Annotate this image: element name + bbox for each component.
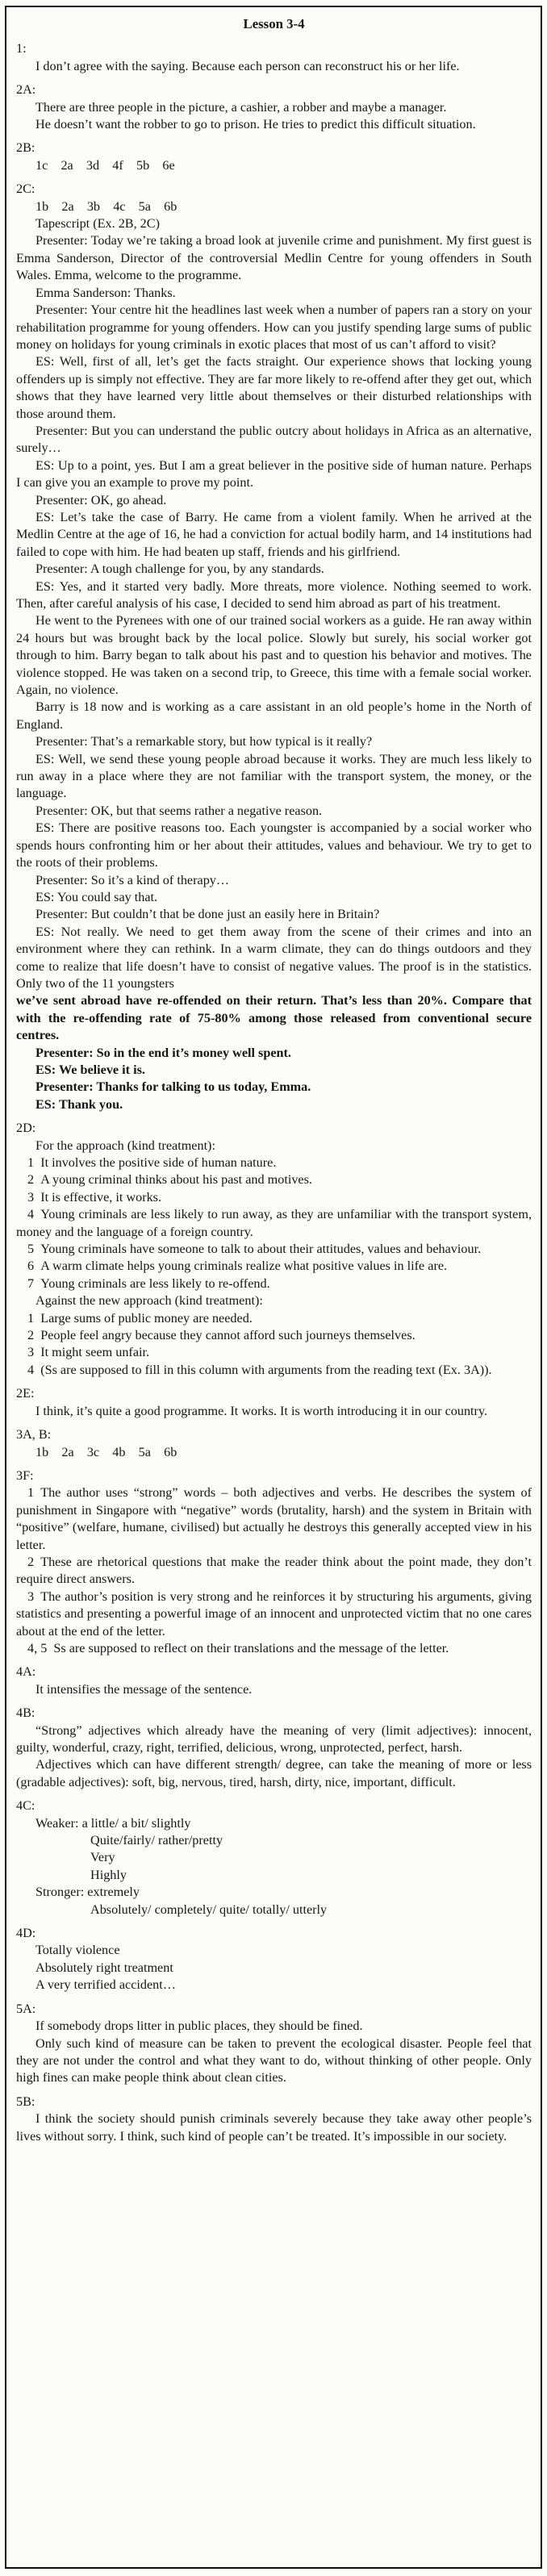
answer-key-row: 1b 2a 3c 4b 5a 6b [35,1444,177,1459]
list-item: 3 It might seem unfair. [27,1345,150,1360]
section-label: 5A: [16,2001,36,2016]
list-item: 2 A young criminal thinks about his past and motives. [27,1172,312,1188]
list-item: 7 Young criminals are less likely to re-offend. [27,1275,270,1291]
list-item: 3 The author’s position is very strong and he reinforces it by structuring his arguments, giving statistics and presenting a powerful image of an innocent and unprotected victim that no one cares about at the end of the letter. [16,1589,532,1639]
document-content [16,15,532,2145]
section-label: 2C: [16,182,35,197]
lesson-title: Lesson 3-4 [243,16,305,31]
paragraph: ES: You could say that. [35,889,158,904]
list-item: 5 Young criminals have someone to talk to about their attitudes, values and behaviour. [27,1242,482,1257]
intensity-scale-line: Very [90,1850,115,1865]
answer-key-row: 1b 2a 3b 4c 5a 6b [35,198,177,214]
paragraph: I think, it’s quite a good programme. It works. It is worth introducing it in our country. [35,1403,488,1418]
paragraph: “Strong” adjectives which already have the meaning of very (limit adjectives): innocent, guilty, wonderful, crazy, right, terrified, delicious, wrong, unprotected, perfect, harsh. [16,1722,532,1755]
paragraph: Presenter: Your centre hit the headlines last week when a number of papers ran a story on your rehabilitation programme for young offenders. How can you justify spending large sums of public money on holidays for young criminals in exotic places that most of us can’t afford to visit? [16,303,532,352]
intensity-scale-line: Absolutely/ completely/ quite/ totally/ utterly [90,1902,328,1917]
paragraph: Presenter: A tough challenge for you, by any standards. [35,562,324,577]
paragraph: There are three people in the picture, a cashier, a robber and maybe a manager. [35,99,447,115]
paragraph: ES: Yes, and it started very badly. More threats, more violence. Nothing seemed to work. Then, after careful analysis of his case, I decided to send him abroad as part of his treatment. [16,578,532,611]
paragraph: Presenter: OK, go ahead. [35,492,167,507]
paragraph: Presenter: Today we’re taking a broad look at juvenile crime and punishment. My first guest is Emma Sanderson, Director of the controversial Medlin Centre for young offenders in South Wales. Emma, welcome to the programme. [16,233,532,283]
paragraph: Presenter: That’s a remarkable story, but how typical is it really? [35,734,373,749]
section-label: 4A: [16,1664,36,1680]
paragraph: It intensifies the message of the sentence. [35,1681,253,1697]
paragraph: He doesn’t want the robber to go to prison. He tries to predict this difficult situation. [35,117,476,132]
paragraph: Presenter: OK, but that seems rather a negative reason. [35,803,323,818]
paragraph: ES: Up to a point, yes. But I am a great believer in the positive side of human nature. Perhaps I can give you an example to prove my point. [16,457,532,491]
page-border [5,6,542,2569]
paragraph: ES: Well, we send these young people abroad because it works. They are much less likely to run away in a place where they are not familiar with the transport system, the money, or the language. [16,751,532,801]
section-label: 3F: [16,1468,34,1483]
section-label: 2A: [16,82,36,98]
paragraph: Against the new approach (kind treatment): [35,1293,263,1309]
paragraph: Totally violence [35,1943,120,1958]
paragraph: Presenter: So it’s a kind of therapy… [35,872,230,887]
paragraph: Tapescript (Ex. 2B, 2C) [35,216,160,232]
list-item: 4 Young criminals are less likely to run away, as they are unfamiliar with the transport system, money and the language of a foreign country. [16,1207,532,1239]
paragraph: Presenter: Thanks for talking to us today, Emma. [35,1079,311,1095]
paragraph: Weaker: a little/ a bit/ slightly [35,1815,191,1831]
section-label: 2E: [16,1386,35,1401]
paragraph: Adjectives which can have different strength/ degree, can take the meaning of more or less (gradable adjectives): soft, big, nervous, tired, harsh, dirty, nice, important, difficult. [16,1757,532,1789]
paragraph: Absolutely right treatment [35,1960,173,1975]
paragraph: ES: Not really. We need to get them away from the scene of their crimes and into an environment where they can rethink. In a warm climate, they can do things outdoors and they come to realize that life doesn’t have to consist of negative values. The proof is in the statistics. Only two of the 11 youngsters [16,924,532,991]
paragraph: Only such kind of measure can be taken to prevent the ecological disaster. People feel that they are not under the control and what they want to do, without thinking of other people. Only high fines can make people think about clean cities. [16,2035,532,2085]
paragraph: Presenter: But couldn’t that be done just an easily here in Britain? [35,907,380,922]
paragraph: ES: Let’s take the case of Barry. He came from a violent family. When he arrived at the Medlin Centre at the age of 16, he had a conviction for actual bodily harm, and 14 institutions had failed to cope with him. He had beaten up staff, friends and his girlfriend. [16,509,532,559]
paragraph: Stronger: extremely [35,1885,140,1900]
list-item: 6 A warm climate helps young criminals realize what positive values in life are. [27,1259,448,1274]
paragraph: we’ve sent abroad have re-offended on their return. That’s less than 20%. Compare that with the re-offending rate of 75-80% among those released from conventional secure centres. [16,993,532,1043]
paragraph: ES: Thank you. [35,1096,123,1112]
paragraph: I don’t agree with the saying. Because each person can reconstruct his or her life. [35,58,460,73]
paragraph: ES: There are positive reasons too. Each youngster is accompanied by a social worker who spends hours confronting him or her about their attitudes, values and behaviour. We try to get to the roots of their problems. [16,820,532,870]
paragraph: Barry is 18 now and is working as a care assistant in an old people’s home in the North of England. [16,699,532,732]
paragraph: He went to the Pyrenees with one of our trained social workers as a guide. He ran away within 24 hours but was brought back by the local police. Slowly but surely, his social worker got through to him. Barry began to talk about his past and to question his behavior and motives. The violence stopped. He was taken on a second trip, to Greece, this time with a female social worker. Again, no violence. [16,613,532,698]
list-item: 3 It is effective, it works. [27,1189,162,1204]
list-item: 4, 5 Ss are supposed to reflect on their translations and the message of the letter. [27,1640,449,1655]
paragraph: Presenter: So in the end it’s money well spent. [35,1045,291,1060]
paragraph: Emma Sanderson: Thanks. [35,285,176,300]
intensity-scale-line: Quite/fairly/ rather/pretty [90,1833,223,1848]
paragraph: I think the society should punish criminals severely because they take away other people’s lives without sorry. I think, such kind of people can’t be treated. It’s impossible in our society. [16,2111,532,2144]
section-label: 4C: [16,1798,35,1814]
section-label: 4D: [16,1926,36,1941]
list-item: 2 These are rhetorical questions that make the reader think about the point made, they don’t require direct answers. [16,1554,532,1587]
list-item: 1 Large sums of public money are needed. [27,1310,253,1326]
list-item: 4 (Ss are supposed to fill in this column with arguments from the reading text (Ex. 3A)). [27,1362,492,1377]
section-label: 2B: [16,140,35,156]
paragraph: A very terrified accident… [35,1977,176,1993]
section-label: 2D: [16,1121,36,1136]
section-label: 5B: [16,2094,35,2109]
section-label: 3A, B: [16,1427,52,1442]
list-item: 1 It involves the positive side of human nature. [27,1155,277,1170]
list-item: 2 People feel angry because they cannot afford such journeys themselves. [27,1328,415,1343]
answer-key-row: 1c 2a 3d 4f 5b 6e [35,157,175,173]
list-item: 1 The author uses “strong” words – both adjectives and verbs. He describes the system of punishment in Singapore with “negative” words (brutality, harsh) and the system in Britain with “positive” (welfare, humane, civilised) but actually he destroys this generally accepted view in his letter. [16,1485,532,1552]
intensity-scale-line: Highly [90,1867,127,1882]
paragraph: If somebody drops litter in public places, they should be fined. [35,2019,363,2034]
paragraph: ES: We believe it is. [35,1062,145,1077]
paragraph: ES: Well, first of all, let’s get the facts straight. Our experience shows that locking young offenders up is simply not effective. They are far more likely to re-offend after they get out, which shows that they have learned very little about themselves or their disturbed relationships with those around them. [16,354,532,421]
section-label: 4B: [16,1706,35,1721]
section-label: 1: [16,41,27,56]
paragraph: Presenter: But you can understand the public outcry about holidays in Africa as an alternative, surely… [16,423,532,456]
paragraph: For the approach (kind treatment): [35,1138,215,1153]
